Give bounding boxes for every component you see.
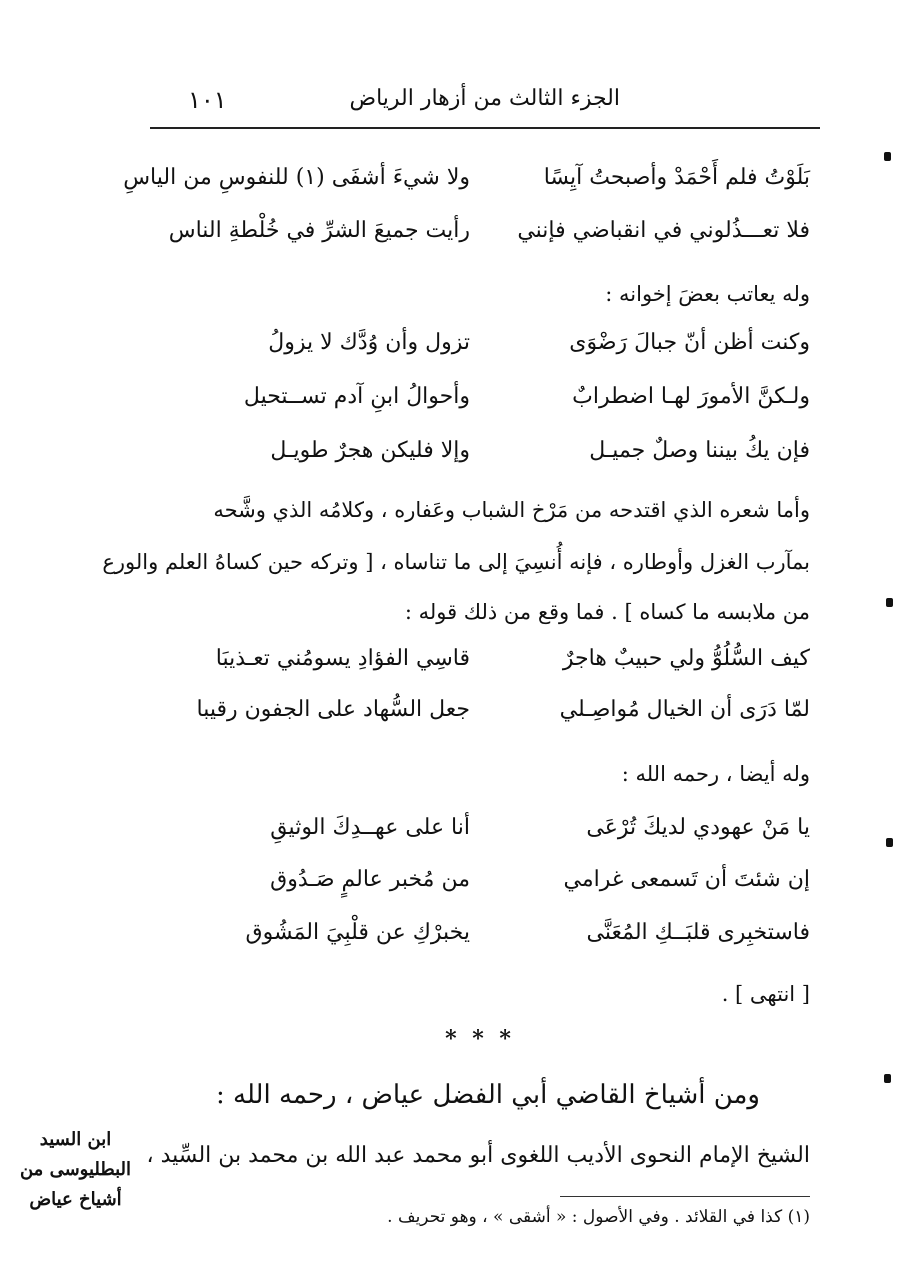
verse-second-hemistich: ولا شيءَ أشفَى (١) للنفوسِ من الياسِ <box>123 165 470 190</box>
margin-note-line: أشياخ عياض <box>29 1189 122 1210</box>
section-text: الشيخ الإمام النحوى الأديب اللغوى أبو محمد عبد الله بن محمد بن السِّيد ، <box>146 1143 810 1168</box>
verse-row <box>160 330 810 376</box>
margin-mark <box>886 598 893 607</box>
poem-intro: وله أيضا ، رحمه الله : <box>621 762 810 786</box>
verse-first-hemistich: بَلَوْتُ فلم أَحْمَدْ وأصبحتُ آيِسًا <box>543 165 810 190</box>
paragraph-line: من ملابسه ما كساه ] . فما وقع من ذلك قوله : <box>404 600 810 624</box>
verse-first-hemistich: ولـكنَّ الأمورَ لهـا اضطرابٌ <box>572 384 810 409</box>
verse-first-hemistich: فاستخبِرى قلبَــكِ المُعَنَّى <box>586 920 810 945</box>
verse-first-hemistich: وكنت أظن أنّ جبالَ رَضْوَى <box>569 330 810 355</box>
poem-intro: وله يعاتب بعضَ إخوانه : <box>605 282 810 306</box>
verse-row <box>160 218 810 264</box>
verse-first-hemistich: إن شئتَ أن تَسمعى غرامي <box>563 867 810 892</box>
verse-row <box>160 646 810 692</box>
margin-mark <box>884 152 891 161</box>
header-rule <box>150 127 820 129</box>
verse-second-hemistich: أنا على عهــدِكَ الوثيقِ <box>270 815 470 840</box>
verse-row <box>160 867 810 913</box>
verse-row <box>160 697 810 743</box>
verse-row <box>160 920 810 966</box>
verse-second-hemistich: جعل السُّهاد على الجفون رقيبا <box>196 697 470 722</box>
margin-note-line: ابن السيد <box>39 1129 112 1150</box>
margin-mark <box>884 1074 891 1083</box>
margin-mark <box>886 838 893 847</box>
margin-note <box>18 1125 133 1215</box>
page-header <box>150 86 820 120</box>
footnote-rule <box>560 1196 810 1197</box>
verse-row <box>160 384 810 430</box>
verse-second-hemistich: يخبرْكِ عن قلْبِيَ المَشُوق <box>245 920 470 945</box>
margin-note-line: البطليوسى من <box>19 1159 132 1180</box>
verse-first-hemistich: لمّا دَرَى أن الخيال مُواصِـلي <box>559 697 810 722</box>
closing-marker: [ انتهى ] . <box>721 982 810 1006</box>
footnote: (١) كذا في القلائد . وفي الأصول : « أشقى » ، وهو تحريف . <box>387 1207 810 1227</box>
verse-second-hemistich: رأيت جميعَ الشرِّ في خُلْطةِ الناس <box>168 218 470 243</box>
verse-first-hemistich: فلا تعـــذُلوني في انقباضي فإنني <box>517 218 810 243</box>
paragraph-line: بمآرب الغزل وأوطاره ، فإنه أُنسِيَ إلى ما تناساه ، [ وتركه حين كساهُ العلم والورع <box>102 550 810 574</box>
verse-first-hemistich: فإن يكُ بيننا وصلٌ جميـل <box>589 438 810 463</box>
verse-first-hemistich: كيف السُّلُوُّ ولي حبيبٌ هاجرٌ <box>562 646 810 671</box>
paragraph-line: وأما شعره الذي اقتدحه من مَرْخ الشباب وعَفاره ، وكلامُه الذي وشَّحه <box>213 498 810 522</box>
verse-second-hemistich: وإلا فليكن هجرٌ طويـل <box>270 438 470 463</box>
section-separator: * * * <box>445 1026 515 1052</box>
running-title: الجزء الثالث من أزهار الرياض <box>349 86 620 111</box>
verse-row <box>160 438 810 484</box>
verse-second-hemistich: تزول وأن وُدَّك لا يزولُ <box>268 330 470 355</box>
section-heading: ومن أشياخ القاضي أبي الفضل عياض ، رحمه الله : <box>215 1080 760 1110</box>
verse-row <box>160 815 810 861</box>
verse-row <box>123 165 810 211</box>
verse-second-hemistich: من مُخبر عالمٍ صَـدُوق <box>270 867 470 892</box>
verse-first-hemistich: يا مَنْ عهودي لديكَ تُرْعَى <box>586 815 810 840</box>
page-number: ١٠١ <box>188 86 227 114</box>
verse-second-hemistich: قاسِي الفؤادِ يسومُني تعـذيبَا <box>215 646 470 671</box>
verse-second-hemistich: وأحوالُ ابنِ آدم تســتحيل <box>243 384 470 409</box>
